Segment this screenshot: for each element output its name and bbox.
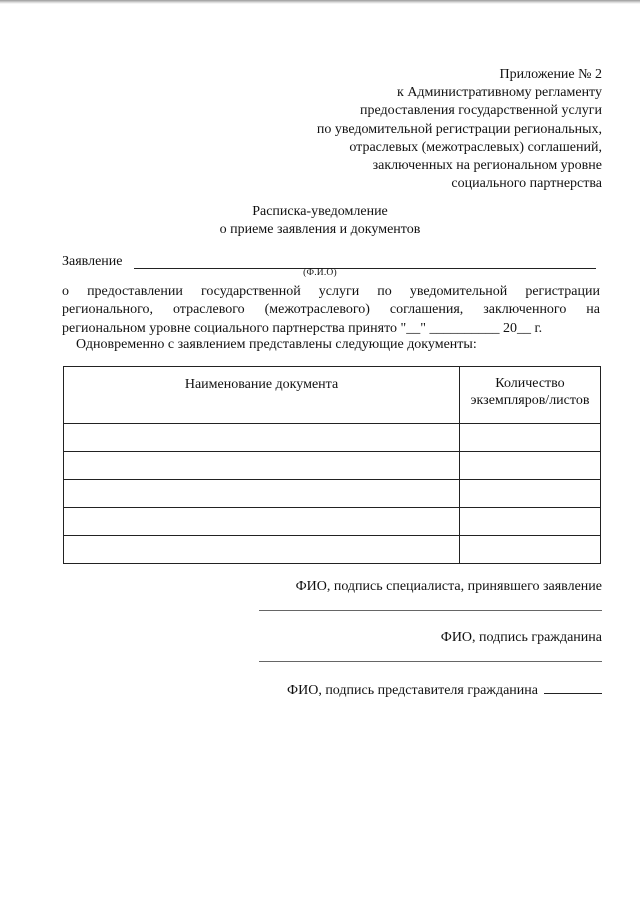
appendix-header (317, 66, 602, 193)
representative-signature-row (287, 681, 602, 699)
table-cell[interactable] (460, 424, 601, 452)
document-title (0, 203, 640, 239)
table-row (64, 424, 601, 452)
table-cell[interactable] (64, 480, 460, 508)
table-cell[interactable] (64, 452, 460, 480)
citizen-signature-label: ФИО, подпись гражданина (440, 630, 602, 645)
table-cell[interactable] (64, 536, 460, 564)
column-header-name: Наименование документа (64, 367, 460, 424)
header-line: заключенных на региональном уровне (372, 158, 602, 174)
column-header-quantity-line-1: Количество (495, 376, 565, 391)
documents-table (63, 366, 601, 564)
specialist-signature-line[interactable] (259, 610, 602, 611)
table-cell[interactable] (460, 480, 601, 508)
fio-hint: (Ф.И.О) (303, 268, 337, 278)
specialist-signature-label: ФИО, подпись специалиста, принявшего заявление (295, 579, 602, 594)
body-text (62, 283, 600, 338)
header-line: Приложение № 2 (499, 67, 602, 82)
acceptance-paragraph: о предоставлении государственной услуги по уведомительной регистрации регионального, отраслевого (межотраслевого) соглашения, заключенного на региональном уровне социального партнерства принято "__" __________ 20__ г. (62, 284, 600, 336)
table-header-row (64, 367, 601, 424)
header-line: по уведомительной регистрации региональных, (316, 121, 602, 137)
title-line-2: о приеме заявления и документов (219, 222, 421, 237)
applicant-label: Заявление (62, 254, 123, 269)
header-line: к Административному регламенту (397, 85, 602, 101)
documents-intro: Одновременно с заявлением представлены следующие документы: (76, 337, 477, 352)
table-cell[interactable] (64, 424, 460, 452)
title-line-1: Расписка-уведомление (252, 204, 388, 219)
representative-signature-line[interactable] (544, 681, 602, 694)
table-row (64, 452, 601, 480)
table-cell[interactable] (460, 508, 601, 536)
citizen-signature-line[interactable] (259, 661, 602, 662)
column-header-quantity-line-2: экземпляров/листов (470, 393, 590, 408)
column-header-quantity (460, 367, 601, 424)
table-cell[interactable] (460, 536, 601, 564)
representative-signature-label: ФИО, подпись представителя гражданина (287, 683, 538, 698)
scan-edge (0, 0, 640, 4)
table-row (64, 508, 601, 536)
header-line: социального партнерства (451, 176, 602, 192)
table-cell[interactable] (64, 508, 460, 536)
header-line: предоставления государственной услуги (360, 103, 602, 119)
table-cell[interactable] (460, 452, 601, 480)
header-line: отраслевых (межотраслевых) соглашений, (349, 139, 602, 155)
table-row (64, 480, 601, 508)
table-row (64, 536, 601, 564)
